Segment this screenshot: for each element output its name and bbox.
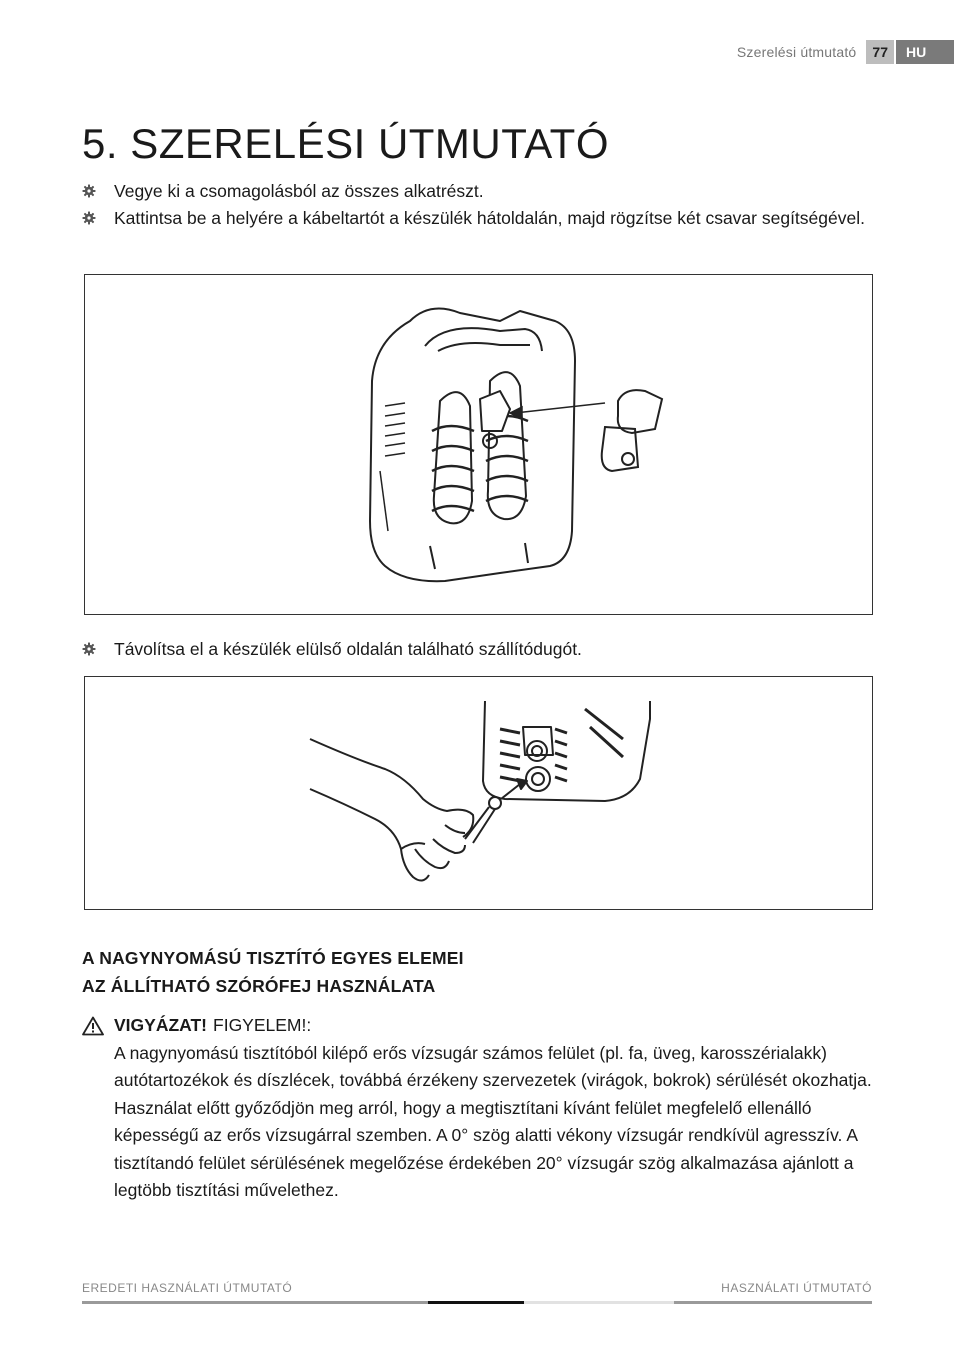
warning-label: VIGYÁZAT! (114, 1015, 208, 1035)
page-title: 5. SZERELÉSI ÚTMUTATÓ (82, 120, 610, 167)
gear-bullet-icon (82, 184, 96, 198)
list-item: Vegye ki a csomagolásból az összes alkatrészt. (82, 178, 872, 205)
list-item: Távolítsa el a készülék elülső oldalán található szállítódugót. (82, 636, 872, 663)
section-subheading (82, 944, 464, 1000)
footer-bar-segment-4 (674, 1301, 872, 1304)
list-item: Kattintsa be a helyére a kábeltartót a készülék hátoldalán, majd rögzítse két csavar segítségével. (82, 205, 872, 232)
footer-left-text: EREDETI HASZNÁLATI ÚTMUTATÓ (82, 1281, 293, 1295)
figure-cable-holder (84, 274, 873, 615)
footer-right-text: HASZNÁLATI ÚTMUTATÓ (721, 1281, 872, 1295)
gear-bullet-icon (82, 642, 96, 656)
bullet-list-top (82, 178, 872, 232)
footer-bar-segment-3 (524, 1301, 674, 1304)
bullet-list-middle (82, 636, 872, 663)
header-section-title: Szerelési útmutató (736, 44, 857, 60)
page-header (737, 40, 954, 64)
warning-body: A nagynyomású tisztítóból kilépő erős vízsugár számos felület (pl. fa, üveg, karosszérialakk) autótartozékok és díszlécek, továbbá érzékeny szervezetek (virágok, bokrok) sérülését okozhatja. Használat előtt győződjön meg arról, hogy a megtisztítani kívánt felület megfelelő ellenálló képességű az erős vízsugárral szemben. A 0° szög alatti vékony vízsugár rendkívül agresszív. A tisztítandó felület sérülésének megelőzése érdekében 20° vízsugár szög alkalmazása ajánlott a legtöbb tisztítási művelethez. (114, 1042, 872, 1200)
warning-suffix: FIGYELEM!: (213, 1015, 312, 1035)
hand-removing-plug-illustration (305, 699, 655, 894)
warning-block (82, 1012, 872, 1205)
warning-triangle-icon (82, 1016, 104, 1036)
subheading-line-2: AZ ÁLLÍTHATÓ SZÓRÓFEJ HASZNÁLATA (82, 976, 436, 996)
footer-bar-segment-2 (428, 1301, 524, 1304)
gear-bullet-icon (82, 211, 96, 225)
pressure-washer-back-illustration (350, 291, 710, 603)
page-number: 77 (866, 40, 894, 64)
footer-bar-segment-1 (82, 1301, 428, 1304)
language-badge: HU (896, 40, 954, 64)
figure-transport-plug (84, 676, 873, 910)
subheading-line-1: A NAGYNYOMÁSÚ TISZTÍTÓ EGYES ELEMEI (82, 948, 464, 968)
